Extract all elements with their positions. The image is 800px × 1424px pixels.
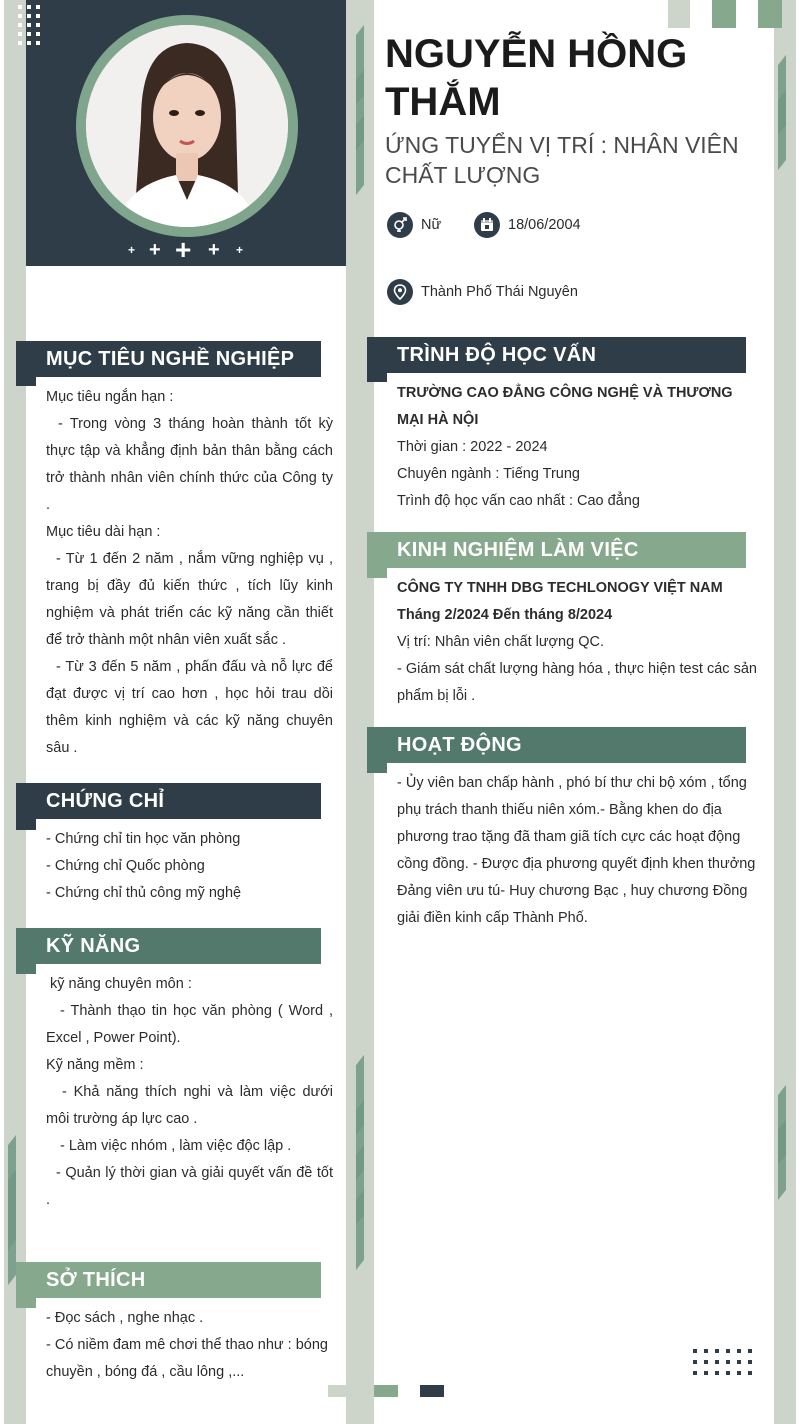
plus-icon: +	[149, 239, 161, 261]
plus-icon: +	[208, 239, 220, 261]
education-text: TRƯỜNG CAO ĐẲNG CÔNG NGHỆ VÀ THƯƠNG MẠI HÀ NỘI Thời gian : 2022 - 2024 Chuyên ngành : Tiếng Trung Trình độ học vấn cao nhất : Cao đẳng	[397, 380, 757, 515]
decor-square	[758, 0, 782, 28]
list-item: - Chứng chỉ tin học văn phòng	[46, 831, 241, 847]
birthdate-value: 18/06/2004	[508, 217, 581, 233]
middle-stripe-band	[346, 0, 374, 1424]
left-stripe-band	[4, 0, 26, 1424]
activities-heading: HOẠT ĐỘNG	[367, 727, 746, 763]
right-stripe-band	[774, 0, 796, 1424]
experience-text: CÔNG TY TNHH DBG TECHLONOGY VIỆT NAM Tháng 2/2024 Đến tháng 8/2024 Vị trí: Nhân viên chất lượng QC. - Giám sát chất lượng hàng hóa , thực hiện test các sản phẩm bị lỗi .	[397, 575, 757, 710]
plus-icon: +	[175, 234, 192, 265]
calendar-icon	[474, 212, 500, 238]
gender-value: Nữ	[421, 217, 442, 233]
objective-heading: MỤC TIÊU NGHỀ NGHIỆP	[16, 341, 321, 377]
plus-icon: +	[128, 243, 136, 257]
certificates-list	[46, 826, 333, 907]
decor-square	[328, 1385, 352, 1397]
dot-grid-icon	[693, 1349, 752, 1375]
activities-text: - Ủy viên ban chấp hành , phó bí thư chi bộ xóm , tổng phụ trách thanh thiếu niên xóm.- Bằng khen do địa phương trao tặng đã tham giã tích cực các hoạt động cồng đồng. - Được địa phương quyết định khen thưởng Đảng viên ưu tú- Huy chương Bạc , huy chương Đồng giải điền kinh cấp Thành Phố.	[397, 775, 756, 926]
list-item: - Chứng chỉ thủ công mỹ nghệ	[46, 885, 242, 901]
decor-square	[374, 1385, 398, 1397]
hobbies-text: - Đọc sách , nghe nhạc . - Có niềm đam mê chơi thể thao như : bóng chuyền , bóng đá , cầu lông ,...	[46, 1310, 328, 1380]
skills-heading: KỸ NĂNG	[16, 928, 321, 964]
decor-square	[420, 1385, 444, 1397]
hobbies-heading: SỞ THÍCH	[16, 1262, 321, 1298]
company-name: CÔNG TY TNHH DBG TECHLONOGY VIỆT NAM	[397, 580, 723, 596]
list-item: - Chứng chỉ Quốc phòng	[46, 858, 205, 874]
decor-square	[712, 0, 736, 28]
certificates-heading: CHỨNG CHỈ	[16, 783, 321, 819]
birthdate-row	[474, 212, 581, 238]
objective-text: Mục tiêu ngắn hạn : - Trong vòng 3 tháng hoàn thành tốt kỳ thực tập và khẳng định bản thân bằng cách trở thành nhân viên chính thức của Công ty . Mục tiêu dài hạn : - Từ 1 đến 2 năm , nắm vững nghiệp vụ , trang bị đầy đủ kiến thức , tích lũy kinh nghiệm và phát triển các kỹ năng cần thiết để trở thành một nhân viên xuất sắc . - Từ 3 đến 5 năm , phấn đấu và nỗ lực để đạt được vị trí cao hơn , học hỏi trau dồi thêm kinh nghiệm và các kỹ năng chuyên sâu .	[46, 389, 333, 756]
gender-icon	[387, 212, 413, 238]
decor-square	[668, 0, 690, 28]
plus-icon: +	[236, 243, 244, 257]
gender-row	[387, 212, 441, 238]
location-icon	[387, 279, 413, 305]
candidate-name: NGUYỄN HỒNG THẮM	[385, 32, 688, 124]
dot-grid-icon	[18, 5, 40, 45]
applied-position: ỨNG TUYỂN VỊ TRÍ : NHÂN VIÊN CHẤT LƯỢNG	[385, 132, 739, 188]
experience-heading: KINH NGHIỆM LÀM VIỆC	[367, 532, 746, 568]
school-name: TRƯỜNG CAO ĐẲNG CÔNG NGHỆ VÀ THƯƠNG MẠI HÀ NỘI	[397, 385, 733, 428]
address-row	[387, 279, 578, 305]
address-value: Thành Phố Thái Nguyên	[421, 284, 578, 300]
avatar	[86, 25, 288, 227]
skills-text: kỹ năng chuyên môn : - Thành thạo tin học văn phòng ( Word , Excel , Power Point). Kỹ năng mềm : - Khả năng thích nghi và làm việc dưới môi trường áp lực cao . - Làm việc nhóm , làm việc độc lập . - Quản lý thời gian và giải quyết vấn đề tốt .	[46, 976, 333, 1208]
education-heading: TRÌNH ĐỘ HỌC VẤN	[367, 337, 746, 373]
